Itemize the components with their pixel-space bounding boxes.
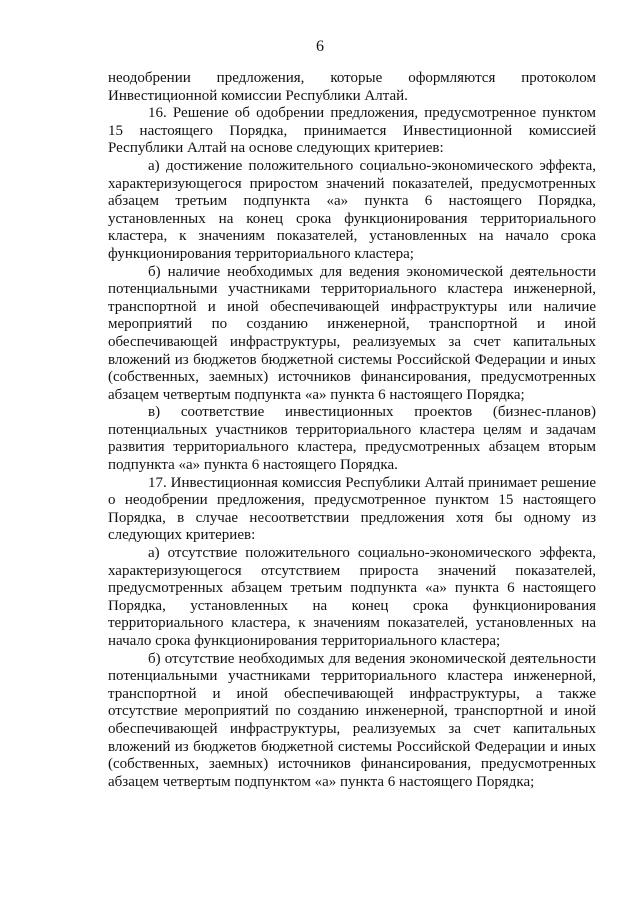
paragraph-16-b: б) наличие необходимых для ведения экономической деятельности потенциальными участниками территориального кластера инженерной, транспортной и иной обеспечивающей инфраструктуры или наличие мероприятий по созданию инженерной, транспортной и иной обеспечивающей инфраструктуры, реализуемых за счет капитальных вложений из бюджетов бюджетной системы Российской Федерации и иных (собственных, заемных) источников финансирования, предусмотренных абзацем четвертым подпункта «а» пункта 6 настоящего Порядка;	[108, 263, 596, 403]
paragraph-continuation: неодобрении предложения, которые оформляются протоколом Инвестиционной комиссии Республики Алтай.	[108, 70, 596, 104]
paragraph-16-a: а) достижение положительного социально-экономического эффекта, характеризующегося приростом значений показателей, предусмотренных абзацем третьим подпункта «а» пункта 6 настоящего Порядка, установленных на конец срока функционирования территориального кластера, к значениям показателей, установленных на начало срока функционирования территориального кластера;	[108, 157, 596, 262]
document-body	[108, 70, 596, 791]
paragraph-item-16: 16. Решение об одобрении предложения, предусмотренное пунктом 15 настоящего Порядка, принимается Инвестиционной комиссией Республики Алтай на основе следующих критериев:	[108, 105, 596, 157]
paragraph-17-a: а) отсутствие положительного социально-экономического эффекта, характеризующегося отсутствием прироста значений показателей, предусмотренных абзацем третьим подпункта «а» пункта 6 настоящего Порядка, установленных на конец срока функционирования территориального кластера, к значениям показателей, установленных на начало срока функционирования территориального кластера;	[108, 545, 596, 649]
paragraph-16-v: в) соответствие инвестиционных проектов (бизнес-планов) потенциальных участников территориального кластера целям и задачам развития территориального кластера, предусмотренных абзацем вторым подпункта «а» пункта 6 настоящего Порядка.	[108, 404, 596, 474]
paragraph-17-b: б) отсутствие необходимых для ведения экономической деятельности потенциальными участниками территориального кластера инженерной, транспортной и иной обеспечивающей инфраструктуры, а также отсутствие мероприятий по созданию инженерной, транспортной и иной обеспечивающей инфраструктуры, реализуемых за счет капитальных вложений из бюджетов бюджетной системы Российской Федерации и иных (собственных, заемных) источников финансирования, предусмотренных абзацем четвертым подпунктом «а» пункта 6 настоящего Порядка;	[108, 650, 596, 790]
page-number: 6	[316, 38, 324, 55]
paragraph-item-17: 17. Инвестиционная комиссия Республики Алтай принимает решение о неодобрении предложения, предусмотренное пунктом 15 настоящего Порядка, в случае несоответствии предложения хотя бы одному из следующих критериев:	[108, 474, 596, 544]
